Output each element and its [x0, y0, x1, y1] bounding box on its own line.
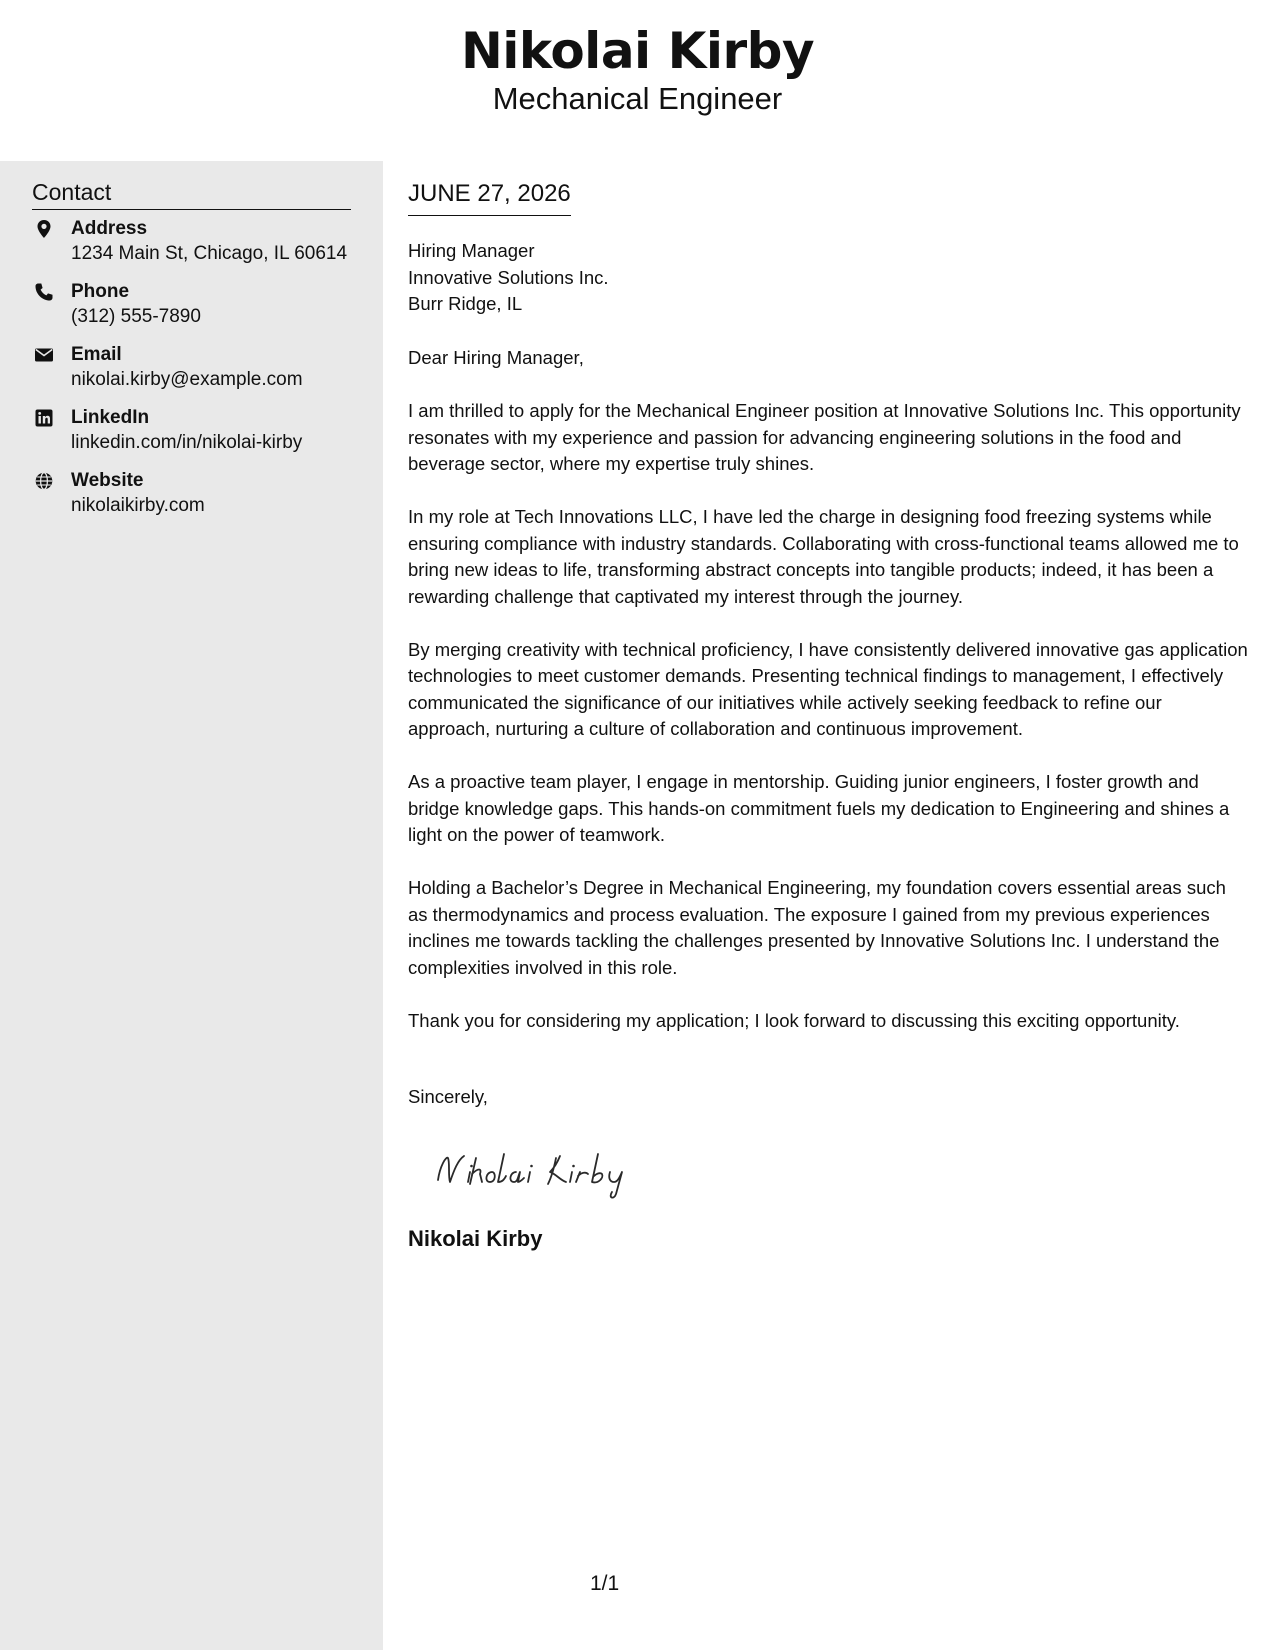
applicant-name: Nikolai Kirby — [460, 22, 815, 80]
letter-header — [0, 0, 1275, 160]
recipient-line: Hiring Manager — [408, 240, 535, 261]
signer-name: Nikolai Kirby — [408, 1226, 543, 1251]
contact-label: Address — [71, 218, 148, 239]
envelope-icon — [34, 345, 54, 365]
contact-value: nikolaikirby.com — [71, 495, 205, 516]
handwritten-signature — [426, 1136, 666, 1206]
contact-label: LinkedIn — [71, 407, 150, 428]
contact-label: Email — [71, 344, 122, 365]
contact-sidebar — [0, 161, 383, 1650]
applicant-title: Mechanical Engineer — [492, 81, 783, 116]
recipient-block — [408, 238, 609, 318]
map-pin-icon — [34, 219, 54, 239]
body-paragraph: Holding a Bachelor’s Degree in Mechanical Engineering, my foundation covers essential areas such as thermodynamics and process evaluation. The exposure I gained from my previous experiences inclines me towards tackling the challenges presented by Innovative Solutions Inc. I understand the complexities involved in this role. — [408, 877, 1226, 978]
contact-heading: Contact — [32, 177, 351, 210]
letter-paragraphs — [408, 398, 1248, 1061]
contact-email — [32, 343, 362, 403]
linkedin-icon — [34, 408, 54, 428]
recipient-line: Innovative Solutions Inc. — [408, 266, 609, 288]
body-paragraph: I am thrilled to apply for the Mechanical Engineer position at Innovative Solutions Inc. This opportunity resonates with my experience and passion for advancing engineering solutions in the food and beverage sector, where my expertise truly shines. — [408, 400, 1241, 474]
contact-website — [32, 469, 362, 529]
letter-date: JUNE 27, 2026 — [408, 179, 571, 216]
contact-label: Phone — [71, 281, 130, 302]
contact-linkedin — [32, 406, 362, 466]
salutation: Dear Hiring Manager, — [408, 347, 584, 368]
body-paragraph: Thank you for considering my application; I look forward to discussing this exciting opportunity. — [408, 1009, 1180, 1031]
contact-value: nikolai.kirby@example.com — [71, 369, 303, 390]
closing: Sincerely, — [408, 1086, 488, 1107]
globe-icon — [34, 471, 54, 491]
contact-address — [32, 217, 362, 277]
contact-label: Website — [71, 470, 144, 491]
recipient-line: Burr Ridge, IL — [408, 293, 523, 314]
body-paragraph: By merging creativity with technical proficiency, I have consistently delivered innovative gas application technologies to meet customer demands. Presenting technical findings to management, I effectively communicated the significance of our initiatives while actively seeking feedback to refine our approach, nurturing a culture of collaboration and continuous improvement. — [408, 638, 1248, 739]
body-paragraph: As a proactive team player, I engage in mentorship. Guiding junior engineers, I foster growth and bridge knowledge gaps. This hands-on commitment fuels my dedication to Engineering and shines a light on the power of teamwork. — [408, 771, 1230, 845]
contact-value: (312) 555-7890 — [71, 306, 201, 327]
contact-value: 1234 Main St, Chicago, IL 60614 — [71, 243, 348, 264]
body-paragraph: In my role at Tech Innovations LLC, I have led the charge in designing food freezing systems while ensuring compliance with industry standards. Collaborating with cross-functional teams allowed me to bring new ideas to life, transforming abstract concepts into tangible products; indeed, it has been a rewarding challenge that captivated my interest through the journey. — [408, 506, 1239, 607]
contact-phone — [32, 280, 362, 340]
contact-value: linkedin.com/in/nikolai-kirby — [71, 432, 303, 453]
page-number: 1/1 — [590, 1572, 620, 1595]
phone-icon — [34, 282, 54, 302]
